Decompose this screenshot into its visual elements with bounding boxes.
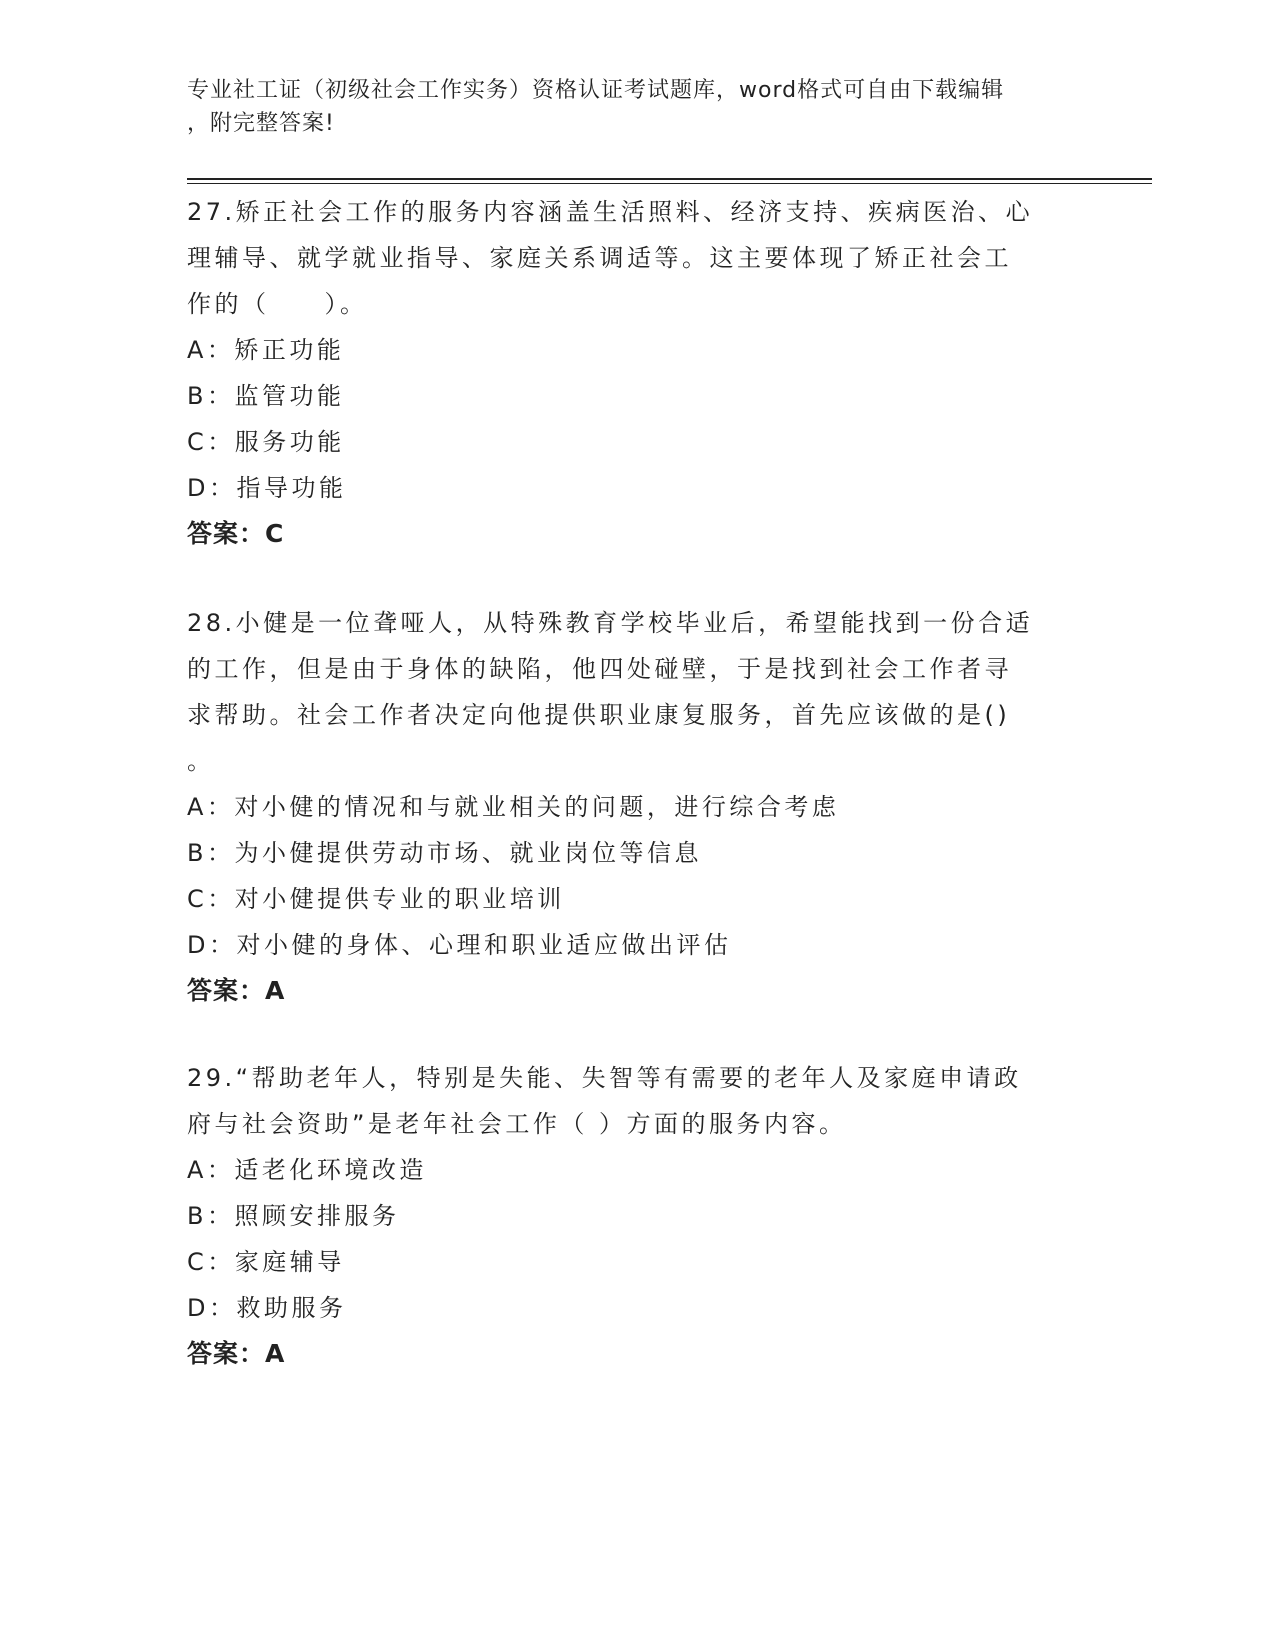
- answer: 答案：C: [187, 519, 285, 548]
- option-a: A：矫正功能: [187, 336, 345, 364]
- option-c: C：对小健提供专业的职业培训: [187, 885, 565, 913]
- question-stem-line: 。: [187, 747, 215, 775]
- answer: 答案：A: [187, 976, 286, 1005]
- question-27: [187, 189, 1087, 557]
- option-a: A：对小健的情况和与就业相关的问题，进行综合考虑: [187, 793, 840, 821]
- option-c: C：服务功能: [187, 428, 345, 456]
- option-c: C：家庭辅导: [187, 1248, 345, 1276]
- question-stem-line: 28.小健是一位聋哑人，从特殊教育学校毕业后，希望能找到一份合适: [187, 609, 1034, 637]
- question-stem-line: 27.矫正社会工作的服务内容涵盖生活照料、经济支持、疾病医治、心: [187, 198, 1034, 226]
- question-stem-line: 的工作，但是由于身体的缺陷，他四处碰壁，于是找到社会工作者寻: [187, 655, 1012, 683]
- option-d: D：对小健的身体、心理和职业适应做出评估: [187, 931, 732, 959]
- option-d: D：指导功能: [187, 474, 347, 502]
- header-line-1: 专业社工证（初级社会工作实务）资格认证考试题库，word格式可自由下载编辑: [187, 78, 1005, 103]
- question-stem-line: 府与社会资助”是老年社会工作（ ）方面的服务内容。: [187, 1110, 847, 1138]
- option-b: B：为小健提供劳动市场、就业岗位等信息: [187, 839, 702, 867]
- option-b: B：监管功能: [187, 382, 345, 410]
- question-stem-line: 29.“帮助老年人，特别是失能、失智等有需要的老年人及家庭申请政: [187, 1064, 1022, 1092]
- option-b: B：照顾安排服务: [187, 1202, 400, 1230]
- question-stem-line: 理辅导、就学就业指导、家庭关系调适等。这主要体现了矫正社会工: [187, 244, 1012, 272]
- option-d: D：救助服务: [187, 1294, 347, 1322]
- header-line-2: ，附完整答案!: [187, 111, 335, 136]
- answer: 答案：A: [187, 1339, 286, 1368]
- header-divider-thin: [187, 183, 1152, 184]
- question-stem-line: 作的（ ）。: [187, 290, 368, 318]
- question-28: [187, 600, 1087, 1014]
- question-stem-line: 求帮助。社会工作者决定向他提供职业康复服务，首先应该做的是(): [187, 701, 1011, 729]
- header-divider-thick: [187, 178, 1152, 180]
- question-29: [187, 1055, 1087, 1377]
- document-header: [187, 74, 1087, 140]
- option-a: A：适老化环境改造: [187, 1156, 427, 1184]
